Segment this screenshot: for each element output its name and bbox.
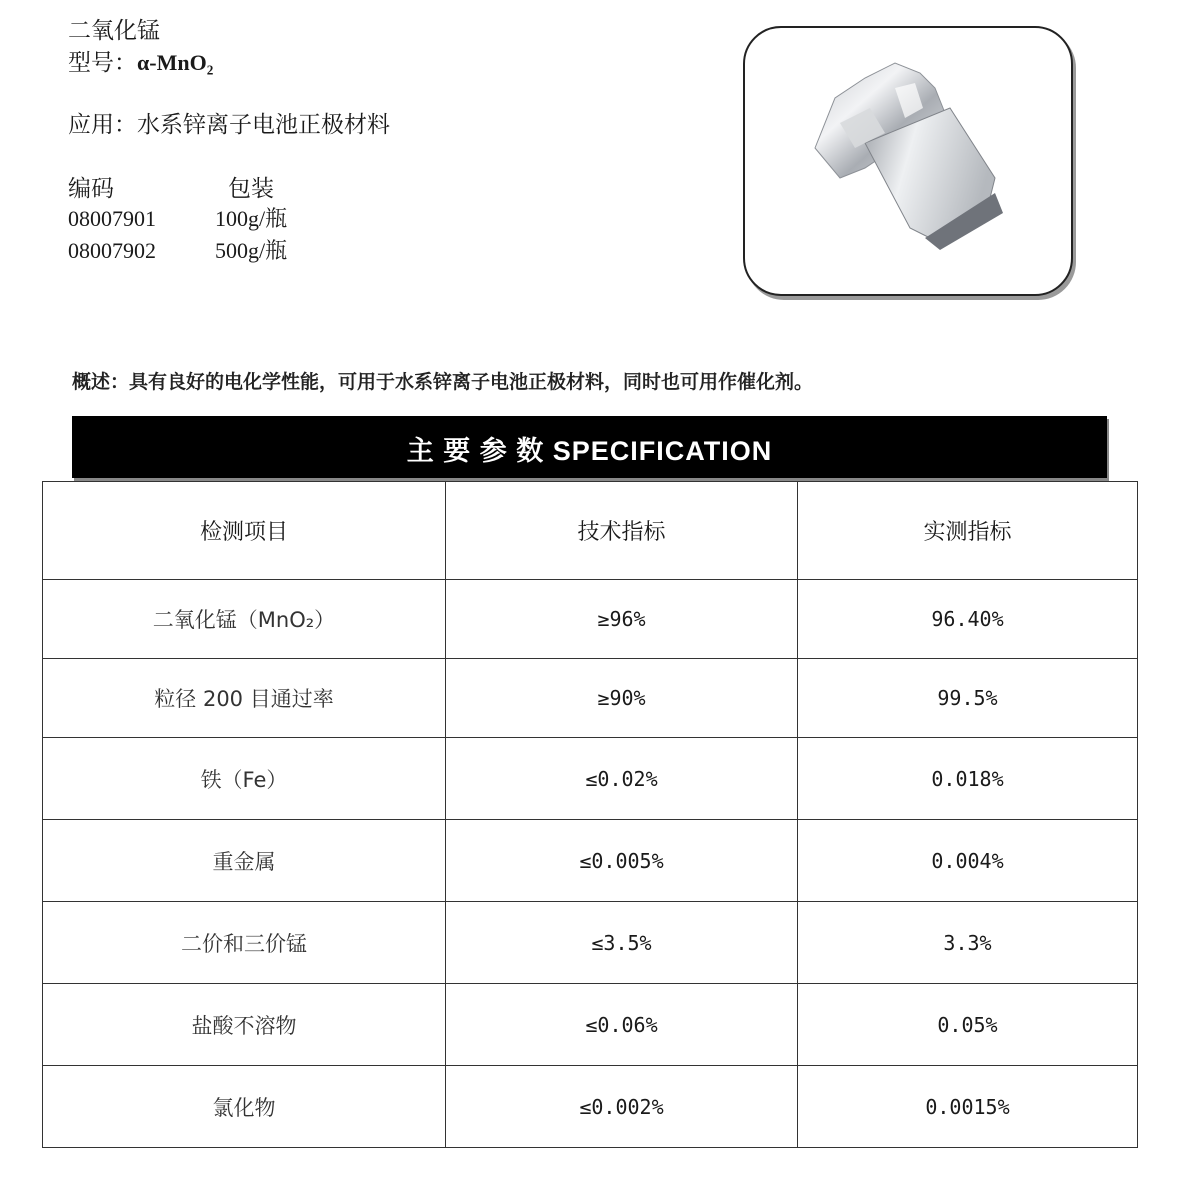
row-item: 氯化物 [43,1066,446,1148]
row-item: 铁（Fe） [43,738,446,820]
table-row [43,738,1138,820]
spec-table [42,481,1138,1148]
row-measured: 3.3% [798,902,1138,984]
application-line: 应用：水系锌离子电池正极材料 [68,112,390,138]
product-photo-frame [743,26,1073,296]
spec-table-header-row [43,482,1138,580]
spec-title: 主 要 参 数 SPECIFICATION [406,435,773,466]
product-title: 二氧化锰 [68,18,160,44]
row-measured: 99.5% [798,659,1138,738]
row-item: 二价和三价锰 [43,902,446,984]
row-item: 盐酸不溶物 [43,984,446,1066]
row-standard: ≤0.005% [446,820,798,902]
row-item: 重金属 [43,820,446,902]
overview-text: 概述：具有良好的电化学性能，可用于水系锌离子电池正极材料，同时也可用作催化剂。 [72,371,814,393]
row-standard: ≥96% [446,580,798,659]
table-row [43,984,1138,1066]
row-measured: 0.05% [798,984,1138,1066]
row-standard: ≥90% [446,659,798,738]
row-standard: ≤0.02% [446,738,798,820]
pack-header: 包装 [228,176,274,202]
row-measured: 0.0015% [798,1066,1138,1148]
row-item: 粒径 200 目通过率 [43,659,446,738]
pack-size-1: 100g/瓶 [215,206,288,231]
table-row [43,1066,1138,1148]
header-standard: 技术指标 [446,482,798,580]
header-item: 检测项目 [43,482,446,580]
row-standard: ≤0.002% [446,1066,798,1148]
pack-size-2: 500g/瓶 [215,238,288,263]
row-measured: 0.018% [798,738,1138,820]
code-header: 编码 [68,176,114,202]
table-row [43,902,1138,984]
pack-code-1: 08007901 [68,206,156,231]
product-package-image [745,28,1071,294]
header-measured: 实测指标 [798,482,1138,580]
row-item: 二氧化锰（MnO₂） [43,580,446,659]
table-row [43,659,1138,738]
row-measured: 96.40% [798,580,1138,659]
model-label: 型号： [68,50,137,76]
table-row [43,820,1138,902]
model-value: α-MnO₂ [137,50,214,75]
row-standard: ≤3.5% [446,902,798,984]
table-row [43,580,1138,659]
pack-code-2: 08007902 [68,238,156,263]
row-standard: ≤0.06% [446,984,798,1066]
row-measured: 0.004% [798,820,1138,902]
spec-banner [72,416,1107,478]
model-line [68,48,213,78]
